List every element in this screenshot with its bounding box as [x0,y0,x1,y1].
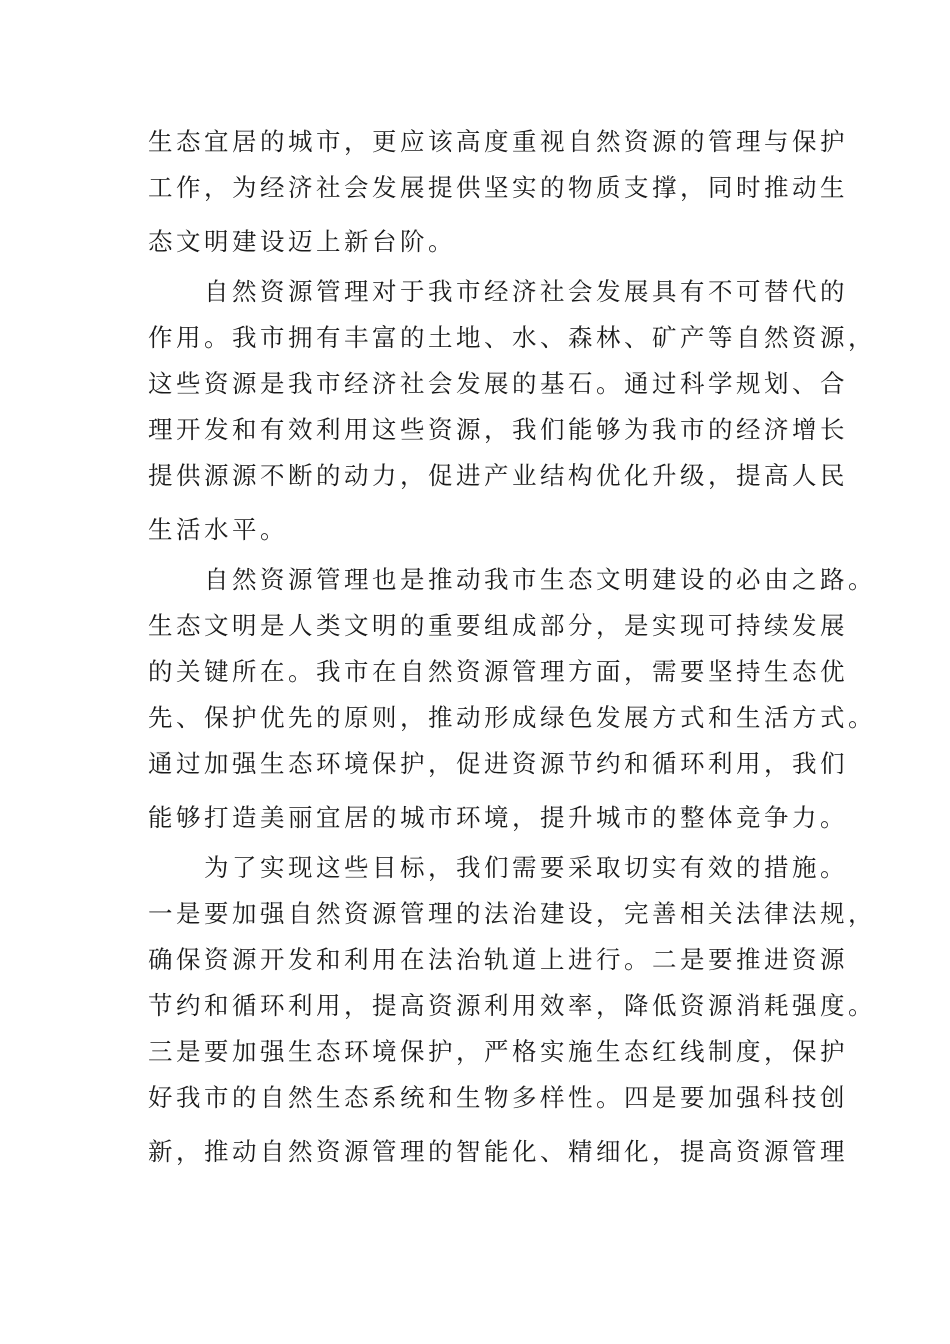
text-line: 理开发和有效利用这些资源，我们能够为我市的经济增长 [148,415,848,444]
text-line: 好我市的自然生态系统和生物多样性。四是要加强科技创 [148,1083,848,1112]
text-line: 工作，为经济社会发展提供坚实的物质支撑，同时推动生 [148,173,848,202]
paragraph-first-line: 自然资源管理也是推动我市生态文明建设的必由之路。 [204,565,876,594]
text-line: 态文明建设迈上新台阶。 [148,227,456,256]
text-line: 生态宜居的城市，更应该高度重视自然资源的管理与保护 [148,127,848,156]
text-line: 生态文明是人类文明的重要组成部分，是实现可持续发展 [148,611,848,640]
text-line: 确保资源开发和利用在法治轨道上进行。二是要推进资源 [148,945,848,974]
text-line: 节约和循环利用，提高资源利用效率，降低资源消耗强度。 [148,991,876,1020]
text-line: 先、保护优先的原则，推动形成绿色发展方式和生活方式。 [148,703,876,732]
text-line: 提供源源不断的动力，促进产业结构优化升级，提高人民 [148,461,848,490]
text-line: 的关键所在。我市在自然资源管理方面，需要坚持生态优 [148,657,848,686]
text-line: 一是要加强自然资源管理的法治建设，完善相关法律法规， [148,899,876,928]
text-line: 新，推动自然资源管理的智能化、精细化，提高资源管理 [148,1137,848,1166]
paragraph-first-line: 为了实现这些目标，我们需要采取切实有效的措施。 [204,853,848,882]
text-line: 这些资源是我市经济社会发展的基石。通过科学规划、合 [148,369,848,398]
text-line: 作用。我市拥有丰富的土地、水、森林、矿产等自然资源， [148,323,876,352]
text-line: 通过加强生态环境保护，促进资源节约和循环利用，我们 [148,749,848,778]
text-line: 能够打造美丽宜居的城市环境，提升城市的整体竞争力。 [148,803,848,832]
paragraph-first-line: 自然资源管理对于我市经济社会发展具有不可替代的 [204,277,848,306]
text-line: 生活水平。 [148,515,288,544]
text-line: 三是要加强生态环境保护，严格实施生态红线制度，保护 [148,1037,848,1066]
